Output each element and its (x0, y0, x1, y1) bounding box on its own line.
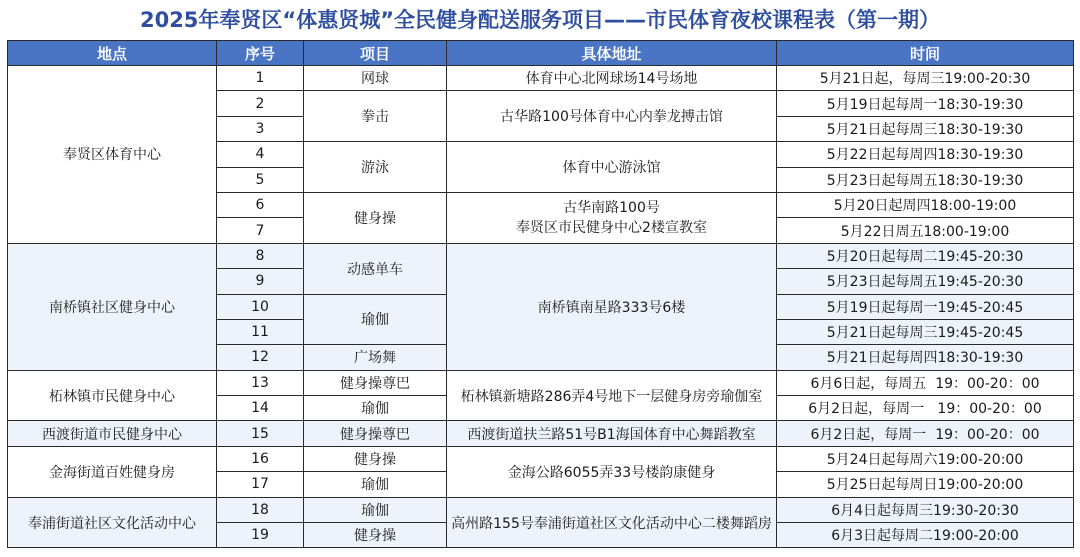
address-cell: 西渡街道扶兰路51号B1海国体育中心舞蹈教室 (447, 421, 777, 446)
item-cell: 健身操尊巴 (304, 370, 447, 395)
time-cell: 5月20日起每周二19:45-20:30 (777, 243, 1074, 268)
row-number: 19 (217, 523, 304, 548)
row-number: 11 (217, 319, 304, 344)
header-item: 项目 (304, 41, 447, 66)
table-row (8, 243, 1074, 268)
row-number: 6 (217, 192, 304, 217)
row-number: 16 (217, 446, 304, 471)
item-cell: 健身操 (304, 192, 447, 243)
time-cell: 5月22日周五18:00-19:00 (777, 218, 1074, 243)
item-cell: 健身操 (304, 523, 447, 548)
table-row (8, 66, 1074, 91)
site-cell: 金海街道百姓健身房 (8, 446, 217, 497)
address-cell: 体育中心北网球场14号场地 (447, 66, 777, 91)
row-number: 14 (217, 396, 304, 421)
header-address: 具体地址 (447, 41, 777, 66)
schedule-table (7, 40, 1074, 548)
item-cell: 瑜伽 (304, 497, 447, 522)
page-title: 2025年奉贤区“体惠贤城”全民健身配送服务项目——市民体育夜校课程表（第一期） (139, 8, 941, 32)
address-cell (447, 192, 777, 243)
time-cell: 6月3日起每周二19:00-20:00 (777, 523, 1074, 548)
row-number: 17 (217, 472, 304, 497)
item-cell: 健身操 (304, 446, 447, 471)
row-number: 1 (217, 66, 304, 91)
address-line-2: 奉贤区市民健身中心2楼宣教室 (516, 219, 707, 236)
row-number: 8 (217, 243, 304, 268)
time-cell: 5月21日起，每周三19:00-20:30 (777, 66, 1074, 91)
row-number: 7 (217, 218, 304, 243)
time-cell: 5月22日起每周四18:30-19:30 (777, 142, 1074, 167)
item-cell: 瑜伽 (304, 396, 447, 421)
address-line-1: 古华南路100号 (563, 199, 660, 216)
time-cell: 5月21日起每周三19:45-20:45 (777, 319, 1074, 344)
time-cell: 5月24日起每周六19:00-20:00 (777, 446, 1074, 471)
item-cell: 广场舞 (304, 345, 447, 370)
address-cell: 体育中心游泳馆 (447, 142, 777, 193)
row-number: 5 (217, 167, 304, 192)
row-number: 9 (217, 269, 304, 294)
time-cell: 6月2日起，每周一 19：00-20：00 (777, 421, 1074, 446)
item-cell: 动感单车 (304, 243, 447, 294)
time-cell: 5月23日起每周五18:30-19:30 (777, 167, 1074, 192)
site-cell: 柘林镇市民健身中心 (8, 370, 217, 421)
table-row (8, 446, 1074, 471)
address-cell: 金海公路6055弄33号楼韵康健身 (447, 446, 777, 497)
address-cell: 南桥镇南星路333号6楼 (447, 243, 777, 370)
row-number: 2 (217, 91, 304, 116)
table-row (8, 497, 1074, 522)
row-number: 15 (217, 421, 304, 446)
row-number: 18 (217, 497, 304, 522)
item-cell: 游泳 (304, 142, 447, 193)
site-cell: 西渡街道市民健身中心 (8, 421, 217, 446)
row-number: 10 (217, 294, 304, 319)
address-cell: 古华路100号体育中心内拳龙搏击馆 (447, 91, 777, 142)
time-cell: 5月23日起每周五19:45-20:30 (777, 269, 1074, 294)
header-site: 地点 (8, 41, 217, 66)
header-time: 时间 (777, 41, 1074, 66)
table-row (8, 370, 1074, 395)
time-cell: 5月25日起每周日19:00-20:00 (777, 472, 1074, 497)
table-row (8, 421, 1074, 446)
time-cell: 5月20日起周四18:00-19:00 (777, 192, 1074, 217)
site-cell: 南桥镇社区健身中心 (8, 243, 217, 370)
header-number: 序号 (217, 41, 304, 66)
address-cell: 柘林镇新塘路286弄4号地下一层健身房旁瑜伽室 (447, 370, 777, 421)
header-row (8, 41, 1074, 66)
row-number: 12 (217, 345, 304, 370)
time-cell: 6月4日起每周三19:30-20:30 (777, 497, 1074, 522)
item-cell: 健身操尊巴 (304, 421, 447, 446)
site-cell: 奉贤区体育中心 (8, 66, 217, 244)
time-cell: 5月21日起每周四18:30-19:30 (777, 345, 1074, 370)
site-cell: 奉浦街道社区文化活动中心 (8, 497, 217, 548)
row-number: 3 (217, 116, 304, 141)
address-cell: 高州路155号奉浦街道社区文化活动中心二楼舞蹈房 (447, 497, 777, 548)
item-cell: 网球 (304, 66, 447, 91)
time-cell: 6月2日起，每周一 19：00-20：00 (777, 396, 1074, 421)
time-cell: 5月19日起每周一19:45-20:45 (777, 294, 1074, 319)
time-cell: 5月19日起每周一18:30-19:30 (777, 91, 1074, 116)
row-number: 4 (217, 142, 304, 167)
item-cell: 瑜伽 (304, 294, 447, 345)
time-cell: 5月21日起每周三18:30-19:30 (777, 116, 1074, 141)
time-cell: 6月6日起，每周五 19：00-20：00 (777, 370, 1074, 395)
item-cell: 拳击 (304, 91, 447, 142)
row-number: 13 (217, 370, 304, 395)
item-cell: 瑜伽 (304, 472, 447, 497)
